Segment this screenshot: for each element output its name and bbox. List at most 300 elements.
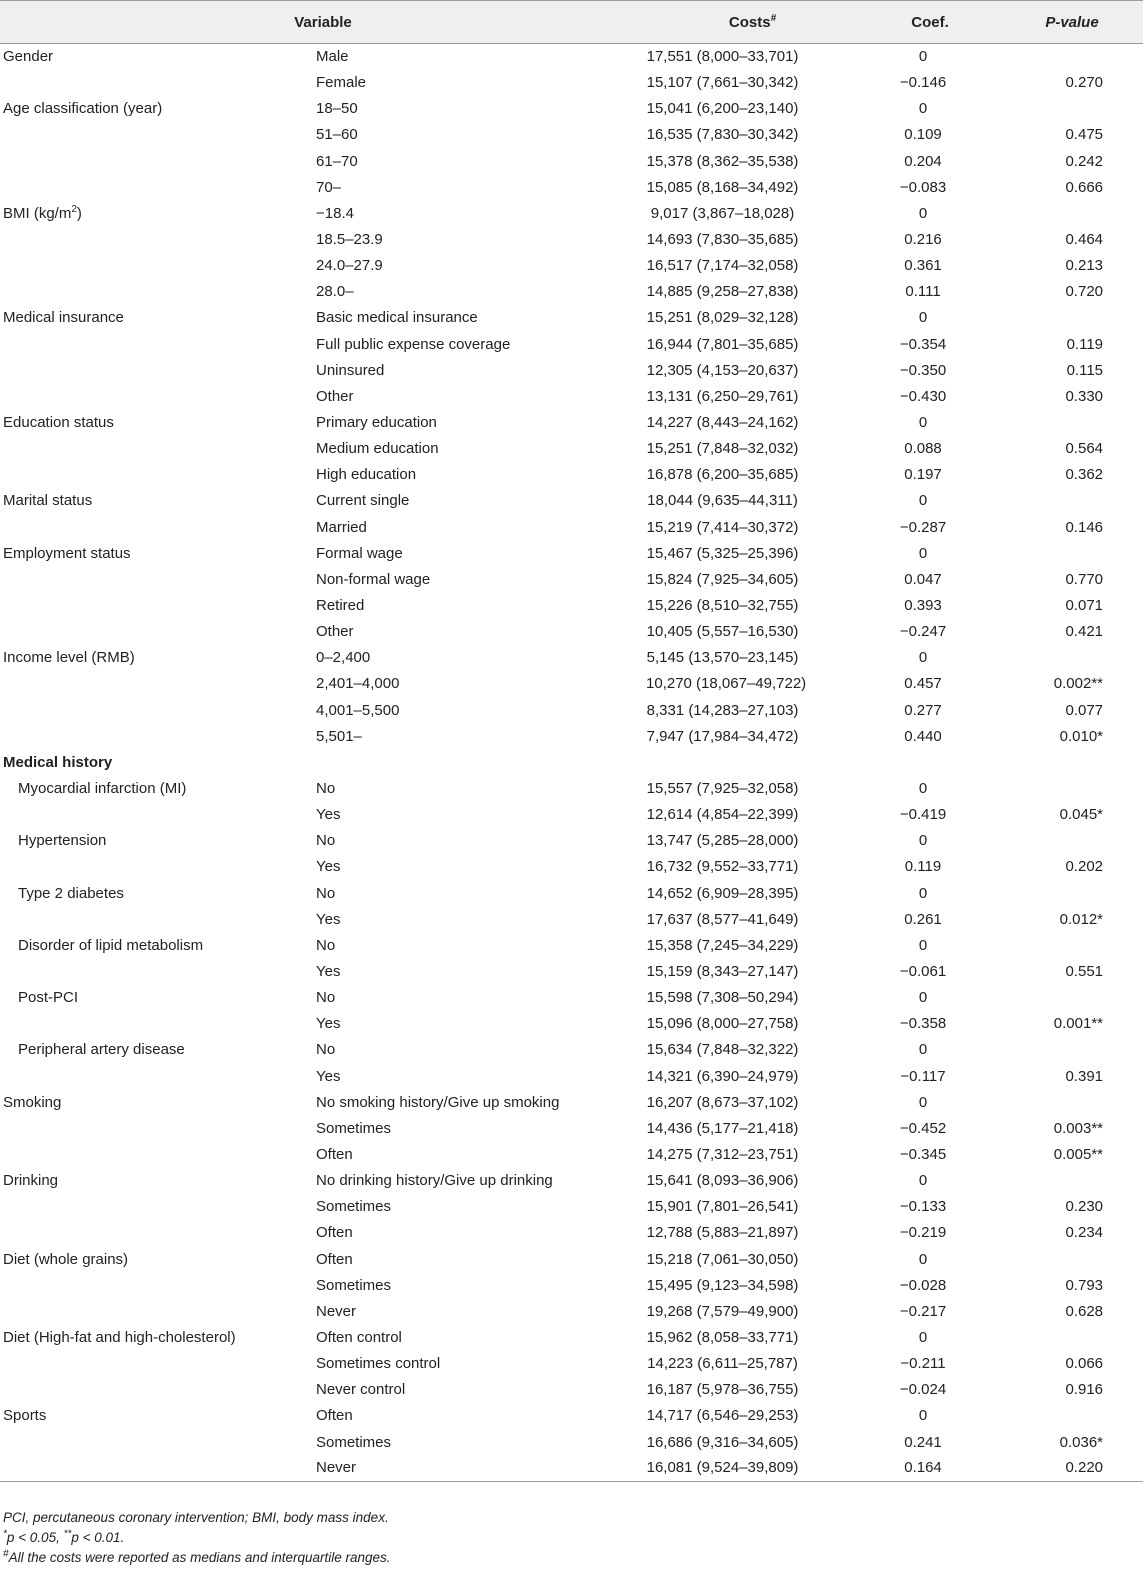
coef-cell: 0.047 bbox=[904, 570, 942, 588]
cost-cell: 10,405 (5,557–16,530) bbox=[646, 623, 799, 641]
category-cell: Sometimes bbox=[316, 1198, 392, 1216]
category-cell: Often bbox=[316, 1145, 353, 1163]
pvalue-cell: 0.475 bbox=[1065, 126, 1104, 144]
pvalue-cell: 0.362 bbox=[1065, 466, 1104, 484]
table-row bbox=[0, 1377, 1143, 1403]
pvalue-cell bbox=[1001, 1168, 1143, 1194]
table-row bbox=[0, 1168, 1143, 1194]
category-cell: Medium education bbox=[316, 440, 439, 458]
cost-cell: 14,693 (7,830–35,685) bbox=[646, 231, 799, 249]
coef-cell: 0.361 bbox=[904, 257, 942, 275]
cost-cell: 16,187 (5,978–36,755) bbox=[646, 1381, 799, 1399]
table-row bbox=[0, 1063, 1143, 1089]
cost-cell: 16,732 (9,552–33,771) bbox=[646, 858, 799, 876]
coef-cell: 0 bbox=[918, 414, 928, 432]
table-row bbox=[0, 1089, 1143, 1115]
category-cell: Often control bbox=[316, 1328, 402, 1346]
coef-cell: 0 bbox=[918, 989, 928, 1007]
pvalue-cell: 0.005** bbox=[1053, 1145, 1104, 1163]
variable-cell bbox=[0, 279, 316, 305]
cost-cell: 19,268 (7,579–49,900) bbox=[646, 1302, 799, 1320]
category-cell: Often bbox=[316, 1407, 353, 1425]
pvalue-cell: 0.242 bbox=[1065, 152, 1104, 170]
coef-cell: 0 bbox=[918, 204, 928, 222]
table-header bbox=[0, 1, 1143, 44]
category-cell: No bbox=[316, 884, 336, 902]
category-cell: Retired bbox=[316, 597, 365, 615]
variable-cell: Disorder of lipid metabolism bbox=[18, 936, 204, 954]
variable-cell bbox=[0, 70, 316, 96]
coef-cell: −0.287 bbox=[899, 518, 947, 536]
table-row bbox=[0, 906, 1143, 932]
category-cell: No bbox=[316, 1041, 336, 1059]
category-cell: Yes bbox=[316, 858, 341, 876]
cost-cell: 17,637 (8,577–41,649) bbox=[646, 910, 799, 928]
cost-cell: 16,686 (9,316–34,605) bbox=[646, 1433, 799, 1451]
category-cell: No bbox=[316, 832, 336, 850]
coef-cell: 0.440 bbox=[904, 727, 942, 745]
cost-cell: 14,275 (7,312–23,751) bbox=[646, 1145, 799, 1163]
header-pvalue: P-value bbox=[1001, 1, 1143, 44]
coef-cell: −0.083 bbox=[899, 178, 947, 196]
pvalue-cell bbox=[1001, 44, 1143, 70]
variable-cell: BMI $(kg/m^2)$ bbox=[3, 203, 82, 222]
variable-cell: Post-PCI bbox=[18, 989, 79, 1007]
coef-cell: 0.216 bbox=[904, 231, 942, 249]
pvalue-cell: 0.666 bbox=[1065, 178, 1104, 196]
pvalue-cell: 0.036* bbox=[1059, 1433, 1104, 1451]
variable-cell: Diet (whole grains) bbox=[3, 1250, 129, 1268]
table-row bbox=[0, 566, 1143, 592]
category-cell: 18–50 bbox=[316, 100, 358, 118]
pvalue-cell bbox=[1001, 645, 1143, 671]
table-row bbox=[0, 70, 1143, 96]
table-body bbox=[0, 44, 1143, 1482]
coef-cell: 0 bbox=[918, 1328, 928, 1346]
cost-cell: 18,044 (9,635–44,311) bbox=[647, 492, 798, 510]
table-footnotes bbox=[3, 1508, 391, 1568]
cost-cell: 15,041 (6,200–23,140) bbox=[646, 100, 799, 118]
cost-cell: 16,207 (8,673–37,102) bbox=[646, 1093, 799, 1111]
section-heading: Medical history bbox=[3, 753, 113, 771]
category-cell: 4,001–5,500 bbox=[316, 701, 400, 719]
variable-cell bbox=[0, 226, 316, 252]
variable-cell bbox=[0, 383, 316, 409]
category-cell: Other bbox=[316, 623, 354, 641]
coef-cell: −0.247 bbox=[899, 623, 947, 641]
cost-cell: 15,251 (8,029–32,128) bbox=[646, 309, 799, 327]
category-cell: Basic medical insurance bbox=[316, 309, 478, 327]
category-cell: High education bbox=[316, 466, 417, 484]
coef-cell: 0.261 bbox=[904, 910, 942, 928]
pvalue-cell bbox=[1001, 749, 1143, 775]
coef-cell: 0.241 bbox=[904, 1433, 942, 1451]
coef-cell: 0 bbox=[918, 649, 928, 667]
category-cell: Sometimes control bbox=[316, 1355, 441, 1373]
pvalue-cell: 0.077 bbox=[1065, 701, 1104, 719]
coef-cell: −0.419 bbox=[899, 806, 947, 824]
pvalue-cell bbox=[1001, 96, 1143, 122]
variable-cell: Employment status bbox=[3, 544, 131, 562]
cost-cell: 15,641 (8,093–36,906) bbox=[646, 1172, 799, 1190]
category-cell: No smoking history/Give up smoking bbox=[316, 1093, 560, 1111]
cost-cell: 9,017 (3,867–18,028) bbox=[650, 204, 795, 222]
variable-cell bbox=[0, 174, 316, 200]
table-row bbox=[0, 462, 1143, 488]
category-cell: Female bbox=[316, 74, 367, 92]
coef-cell: 0.111 bbox=[905, 283, 941, 301]
header-variable: Variable bbox=[0, 1, 646, 44]
table-row bbox=[0, 253, 1143, 279]
coef-cell: 0 bbox=[918, 936, 928, 954]
table-row bbox=[0, 1351, 1143, 1377]
variable-cell bbox=[0, 1011, 316, 1037]
cost-cell: 15,159 (8,343–27,147) bbox=[646, 962, 799, 980]
coef-cell: 0.109 bbox=[904, 126, 942, 144]
table-row bbox=[0, 1272, 1143, 1298]
coef-cell: −0.358 bbox=[899, 1015, 947, 1033]
pvalue-cell bbox=[1001, 880, 1143, 906]
variable-cell: Myocardial infarction (MI) bbox=[18, 780, 187, 797]
variable-cell: Marital status bbox=[3, 492, 93, 510]
pvalue-cell: 0.119 bbox=[1066, 335, 1104, 353]
pvalue-cell: 0.010* bbox=[1059, 727, 1104, 745]
pvalue-cell bbox=[1001, 1089, 1143, 1115]
cost-cell: 13,747 (5,285–28,000) bbox=[646, 832, 799, 850]
variable-cell bbox=[0, 1115, 316, 1141]
variable-cell: Hypertension bbox=[18, 832, 107, 850]
coef-cell: −0.354 bbox=[899, 335, 947, 353]
table-row bbox=[0, 279, 1143, 305]
coef-cell bbox=[859, 749, 1001, 775]
table-row bbox=[0, 357, 1143, 383]
category-cell: 70– bbox=[316, 178, 342, 196]
pvalue-cell: 0.230 bbox=[1065, 1198, 1104, 1216]
category-cell: Never control bbox=[316, 1381, 406, 1399]
cost-cell: 8,331 (14,283–27,103) bbox=[646, 701, 799, 719]
pvalue-cell: 0.330 bbox=[1065, 387, 1104, 405]
category-cell: Yes bbox=[316, 806, 341, 824]
cost-cell: 15,378 (8,362–35,538) bbox=[646, 152, 799, 170]
variable-cell bbox=[0, 1220, 316, 1246]
header-coef: Coef. bbox=[859, 1, 1001, 44]
category-cell: Sometimes bbox=[316, 1433, 392, 1451]
pvalue-cell: 0.045* bbox=[1059, 806, 1104, 824]
cost-cell: 15,096 (8,000–27,758) bbox=[646, 1015, 799, 1033]
table-row bbox=[0, 305, 1143, 331]
table-row bbox=[0, 592, 1143, 618]
pvalue-cell: 0.202 bbox=[1065, 858, 1104, 876]
cost-cell: 14,652 (6,909–28,395) bbox=[646, 884, 799, 902]
variable-cell: Sports bbox=[3, 1407, 47, 1425]
cost-cell: 5,145 (13,570–23,145) bbox=[646, 649, 799, 667]
variable-cell: Age classification (year) bbox=[3, 100, 163, 118]
table-row bbox=[0, 1037, 1143, 1063]
category-cell: 61–70 bbox=[316, 152, 358, 170]
variable-cell bbox=[0, 619, 316, 645]
table-row bbox=[0, 802, 1143, 828]
variable-cell bbox=[0, 566, 316, 592]
cost-cell: 14,321 (6,390–24,979) bbox=[646, 1067, 799, 1085]
category-cell: Sometimes bbox=[316, 1276, 392, 1294]
section-row bbox=[0, 749, 1143, 775]
table-row bbox=[0, 174, 1143, 200]
category-cell: Often bbox=[316, 1224, 353, 1242]
variable-cell bbox=[0, 1194, 316, 1220]
coef-cell: 0 bbox=[918, 1093, 928, 1111]
pvalue-cell: 0.793 bbox=[1065, 1276, 1104, 1294]
coef-cell: −0.219 bbox=[899, 1224, 947, 1242]
table-row bbox=[0, 514, 1143, 540]
variable-cell: Education status bbox=[3, 414, 114, 432]
pvalue-cell bbox=[1001, 409, 1143, 435]
table-row bbox=[0, 697, 1143, 723]
coef-cell: −0.117 bbox=[900, 1067, 946, 1085]
coef-cell: 0.457 bbox=[904, 675, 942, 693]
coef-cell: −0.146 bbox=[899, 74, 947, 92]
table-row bbox=[0, 671, 1143, 697]
variable-cell: Gender bbox=[3, 48, 54, 66]
cost-cell: 15,251 (7,848–32,032) bbox=[646, 440, 799, 458]
table-row bbox=[0, 645, 1143, 671]
table-row bbox=[0, 1246, 1143, 1272]
pvalue-cell bbox=[1001, 1037, 1143, 1063]
coef-cell: −0.452 bbox=[899, 1119, 947, 1137]
coef-cell: 0 bbox=[918, 100, 928, 118]
pvalue-cell: 0.003** bbox=[1053, 1119, 1104, 1137]
table-row bbox=[0, 1403, 1143, 1429]
table-row bbox=[0, 436, 1143, 462]
variable-cell bbox=[0, 1351, 316, 1377]
category-cell: Often bbox=[316, 1250, 353, 1268]
cost-cell: 16,535 (7,830–30,342) bbox=[646, 126, 799, 144]
cost-cell: 14,717 (6,546–29,253) bbox=[646, 1407, 799, 1425]
variable-cell: Smoking bbox=[3, 1093, 62, 1111]
table-row bbox=[0, 1455, 1143, 1481]
coef-cell: −0.061 bbox=[899, 962, 947, 980]
table-row bbox=[0, 880, 1143, 906]
category-cell: Other bbox=[316, 387, 354, 405]
table-row bbox=[0, 775, 1143, 801]
variable-cell bbox=[0, 514, 316, 540]
cost-cell: 15,824 (7,925–34,605) bbox=[646, 570, 799, 588]
table-row bbox=[0, 854, 1143, 880]
cost-cell: 14,436 (5,177–21,418) bbox=[646, 1119, 799, 1137]
pvalue-cell: 0.115 bbox=[1066, 361, 1104, 379]
variable-cell bbox=[0, 697, 316, 723]
coef-cell: −0.133 bbox=[899, 1198, 947, 1216]
table-row bbox=[0, 409, 1143, 435]
cost-cell: 15,218 (7,061–30,050) bbox=[646, 1250, 799, 1268]
category-cell: Non-formal wage bbox=[316, 570, 431, 588]
variable-cell bbox=[0, 1063, 316, 1089]
table-row bbox=[0, 1115, 1143, 1141]
cost-cell: 15,901 (7,801–26,541) bbox=[646, 1198, 799, 1216]
variable-cell bbox=[0, 436, 316, 462]
coef-cell: 0 bbox=[918, 309, 928, 327]
category-cell: Uninsured bbox=[316, 361, 385, 379]
pvalue-cell: 0.234 bbox=[1065, 1224, 1104, 1242]
coef-cell: 0 bbox=[918, 1041, 928, 1059]
pvalue-cell: 0.421 bbox=[1065, 623, 1104, 641]
category-cell: 18.5–23.9 bbox=[316, 231, 383, 249]
variable-cell bbox=[0, 1377, 316, 1403]
coef-cell: −0.217 bbox=[899, 1302, 947, 1320]
table-row bbox=[0, 1298, 1143, 1324]
category-cell: Full public expense coverage bbox=[316, 335, 511, 353]
variable-cell: Diet (High-fat and high-cholesterol) bbox=[3, 1328, 236, 1346]
cost-cell: 7,947 (17,984–34,472) bbox=[646, 727, 799, 745]
coef-cell: 0 bbox=[918, 884, 928, 902]
variable-cell bbox=[0, 148, 316, 174]
coef-cell: −0.024 bbox=[899, 1381, 947, 1399]
coef-cell: 0.088 bbox=[904, 440, 942, 458]
cost-cell: 15,467 (5,325–25,396) bbox=[646, 544, 799, 562]
category-cell: No drinking history/Give up drinking bbox=[316, 1172, 553, 1190]
cost-cell: 15,107 (7,661–30,342) bbox=[646, 74, 799, 92]
variable-cell bbox=[0, 671, 316, 697]
pvalue-cell bbox=[1001, 305, 1143, 331]
variable-cell bbox=[0, 1141, 316, 1167]
category-cell: No bbox=[316, 989, 336, 1007]
pvalue-cell: 0.770 bbox=[1065, 570, 1104, 588]
pvalue-cell: 0.564 bbox=[1065, 440, 1104, 458]
coef-cell: 0 bbox=[918, 544, 928, 562]
variable-cell: Peripheral artery disease bbox=[18, 1041, 185, 1059]
variable-cell bbox=[0, 958, 316, 984]
pvalue-cell bbox=[1001, 1403, 1143, 1429]
cost-cell: 14,223 (6,611–25,787) bbox=[647, 1355, 798, 1373]
cost-cell: 15,358 (7,245–34,229) bbox=[646, 936, 799, 954]
pvalue-cell: 0.213 bbox=[1065, 257, 1104, 275]
coef-cell: −0.211 bbox=[900, 1355, 946, 1373]
pvalue-cell: 0.220 bbox=[1001, 1455, 1143, 1481]
cost-cell: 15,226 (8,510–32,755) bbox=[646, 597, 799, 615]
cost-cell: 12,305 (4,153–20,637) bbox=[646, 361, 799, 379]
variable-cell bbox=[0, 357, 316, 383]
variable-cell: Type 2 diabetes bbox=[18, 884, 124, 902]
pvalue-cell bbox=[1001, 488, 1143, 514]
table-row bbox=[0, 723, 1143, 749]
variable-cell bbox=[0, 1272, 316, 1298]
cost-cell: 16,944 (7,801–35,685) bbox=[646, 335, 799, 353]
table-row bbox=[0, 1011, 1143, 1037]
variable-cell bbox=[0, 723, 316, 749]
pvalue-cell: 0.916 bbox=[1065, 1381, 1104, 1399]
category-cell: 51–60 bbox=[316, 126, 358, 144]
table-row bbox=[0, 828, 1143, 854]
variable-cell bbox=[0, 253, 316, 279]
table-row bbox=[0, 540, 1143, 566]
category-cell: Never bbox=[316, 1302, 357, 1320]
pvalue-cell bbox=[1001, 932, 1143, 958]
table-row bbox=[0, 226, 1143, 252]
coef-cell: 0 bbox=[918, 492, 928, 510]
pvalue-cell: 0.071 bbox=[1065, 597, 1104, 615]
table-row bbox=[0, 932, 1143, 958]
category-cell: No bbox=[316, 780, 336, 797]
variable-cell bbox=[0, 331, 316, 357]
category-cell: Married bbox=[316, 518, 367, 536]
variable-cell bbox=[0, 1429, 316, 1455]
category-cell bbox=[316, 749, 646, 775]
variable-cell bbox=[0, 906, 316, 932]
coef-cell: 0 bbox=[918, 1250, 928, 1268]
table-row bbox=[0, 1141, 1143, 1167]
cost-cell: 12,788 (5,883–21,897) bbox=[646, 1224, 799, 1242]
category-cell: 24.0–27.9 bbox=[316, 257, 383, 275]
table-row bbox=[0, 1324, 1143, 1350]
coef-cell: 0.164 bbox=[859, 1455, 1001, 1481]
category-cell: Yes bbox=[316, 1067, 341, 1085]
category-cell: 2,401–4,000 bbox=[316, 675, 400, 693]
variable-cell bbox=[0, 802, 316, 828]
table-row bbox=[0, 1194, 1143, 1220]
cost-cell bbox=[646, 749, 859, 775]
table-row bbox=[0, 488, 1143, 514]
category-cell: −18.4 bbox=[316, 204, 354, 222]
cost-cell: 15,495 (9,123–34,598) bbox=[646, 1276, 799, 1294]
header-costs: Costs# bbox=[646, 1, 859, 44]
table-row bbox=[0, 383, 1143, 409]
category-cell: No bbox=[316, 936, 336, 954]
pvalue-cell bbox=[1001, 985, 1143, 1011]
cost-cell: 16,517 (7,174–32,058) bbox=[646, 257, 799, 275]
variable-cell bbox=[0, 462, 316, 488]
cost-cell: 10,270 (18,067–49,722) bbox=[646, 675, 807, 693]
pvalue-cell: 0.464 bbox=[1065, 231, 1104, 249]
table-row bbox=[0, 44, 1143, 70]
cost-cell: 14,885 (9,258–27,838) bbox=[646, 283, 799, 301]
category-cell: Never bbox=[316, 1455, 646, 1481]
table-row bbox=[0, 985, 1143, 1011]
category-cell: Formal wage bbox=[316, 544, 403, 562]
pvalue-cell bbox=[1001, 200, 1143, 226]
variable-cell: Drinking bbox=[3, 1172, 59, 1190]
cost-cell: 15,557 (7,925–32,058) bbox=[646, 780, 799, 797]
category-cell: 0–2,400 bbox=[316, 649, 371, 667]
cost-cell: 15,962 (8,058–33,771) bbox=[646, 1328, 799, 1346]
cost-cell: 15,085 (8,168–34,492) bbox=[646, 178, 799, 196]
pvalue-cell bbox=[1001, 828, 1143, 854]
footnote-costs: #All the costs were reported as medians and interquartile ranges. bbox=[3, 1548, 391, 1565]
cost-cell: 16,878 (6,200–35,685) bbox=[646, 466, 799, 484]
category-cell: Primary education bbox=[316, 414, 437, 432]
pvalue-cell: 0.146 bbox=[1065, 518, 1104, 536]
pvalue-cell: 0.551 bbox=[1065, 962, 1104, 980]
pvalue-cell: 0.001** bbox=[1053, 1015, 1104, 1033]
category-cell: Sometimes bbox=[316, 1119, 392, 1137]
table-row bbox=[0, 619, 1143, 645]
pvalue-cell bbox=[1001, 775, 1143, 801]
coef-cell: 0 bbox=[918, 832, 928, 850]
coef-cell: −0.430 bbox=[899, 387, 947, 405]
coef-cell: 0 bbox=[918, 1172, 928, 1190]
cost-cell: 15,634 (7,848–32,322) bbox=[646, 1041, 799, 1059]
coef-cell: 0.119 bbox=[904, 858, 942, 876]
coef-cell: 0 bbox=[918, 780, 928, 797]
table-row bbox=[0, 1220, 1143, 1246]
category-cell: 5,501– bbox=[316, 727, 362, 745]
coef-cell: 0.204 bbox=[904, 152, 942, 170]
pvalue-cell: 0.066 bbox=[1065, 1355, 1104, 1373]
coef-cell: −0.350 bbox=[899, 361, 947, 379]
pvalue-cell bbox=[1001, 1324, 1143, 1350]
table-row bbox=[0, 148, 1143, 174]
pvalue-cell: 0.012* bbox=[1059, 910, 1104, 928]
pvalue-cell: 0.628 bbox=[1065, 1302, 1104, 1320]
table-row bbox=[0, 958, 1143, 984]
